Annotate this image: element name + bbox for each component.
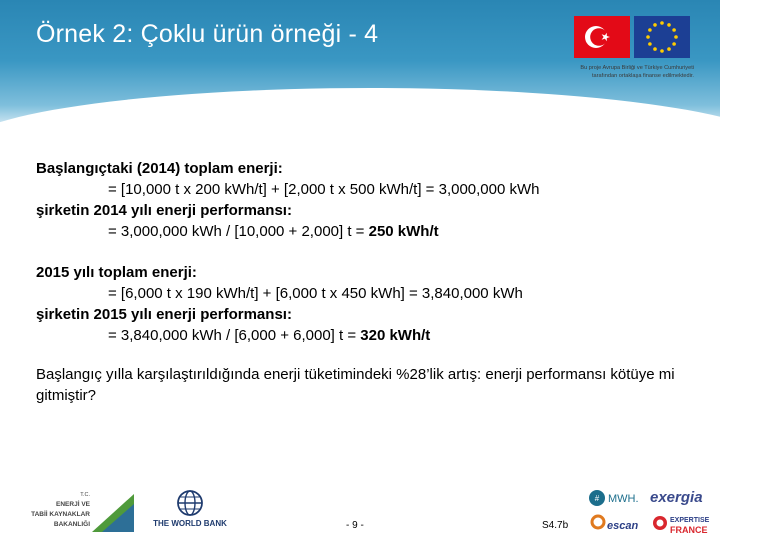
expertise-france-logo-icon: [652, 512, 714, 538]
svg-text:#: #: [594, 494, 600, 503]
performance-2015-result: 320 kWh/t: [360, 327, 431, 344]
energy-2015-formula: = [6,000 t x 190 kWh/t] + [6,000 t x 450 kWh] = 3,840,000 kWh: [108, 285, 523, 302]
exergia-label: exergia: [650, 489, 703, 506]
ministry-line-4: BAKANLIĞI: [53, 521, 90, 528]
comparison-question: Başlangıç yılla karşılaştırıldığında enerji tüketimindeki %28’lik artış: enerji performansı kötüye mi gitmiştir?: [36, 366, 675, 404]
performance-2014-heading: şirketin 2014 yılı enerji performansı:: [36, 202, 292, 219]
mwh-label: MWH.: [608, 493, 639, 505]
slide-header: [0, 0, 720, 135]
performance-2014-result: 250 kWh/t: [368, 223, 439, 240]
ministry-line-1: T.C.: [80, 492, 90, 498]
slide-code: S4.7b: [542, 520, 569, 531]
spacer: [36, 346, 696, 364]
ministry-logo-icon: [31, 488, 136, 534]
escan-label: escan: [607, 520, 639, 532]
funding-note: [504, 64, 694, 80]
performance-2015-heading: şirketin 2015 yılı enerji performansı:: [36, 306, 292, 323]
ministry-line-2: ENERJİ VE: [56, 501, 90, 508]
slide-body: [36, 158, 696, 406]
eu-flag-icon: [634, 16, 690, 58]
world-bank-logo-icon: [148, 488, 238, 534]
expertise-line-1: EXPERTISE: [670, 517, 710, 524]
ministry-line-3: TABİİ KAYNAKLAR: [31, 511, 90, 518]
funding-line-1: Bu proje Avrupa Birliği ve Türkiye Cumhuriyeti: [580, 65, 694, 71]
page-number: - 9 -: [346, 520, 364, 531]
energy-2014-heading: Başlangıçtaki (2014) toplam enerji:: [36, 160, 283, 177]
spacer: [36, 242, 696, 262]
energy-2015-heading: 2015 yılı toplam enerji:: [36, 264, 197, 281]
world-bank-label: THE WORLD BANK: [153, 519, 227, 528]
footer-logos: [0, 480, 720, 540]
exergia-logo-icon: [648, 486, 712, 508]
escan-logo-icon: [590, 512, 646, 536]
performance-2015-calc: = 3,840,000 kWh / [6,000 + 6,000] t =: [108, 327, 361, 344]
performance-2014-calc: = 3,000,000 kWh / [10,000 + 2,000] t =: [108, 223, 369, 240]
expertise-line-2: FRANCE: [670, 525, 708, 535]
mwh-logo-icon: [588, 488, 648, 508]
performance-2015-formula: [36, 325, 696, 346]
funding-line-2: tarafından ortaklaşa finanse edilmektedir.: [592, 73, 694, 79]
slide-title: Örnek 2: Çoklu ürün örneği - 4: [36, 20, 379, 48]
performance-2014-formula: [36, 221, 696, 242]
turkey-flag-icon: [574, 16, 630, 58]
energy-2014-formula: = [10,000 t x 200 kWh/t] + [2,000 t x 500 kWh/t] = 3,000,000 kWh: [108, 181, 540, 198]
